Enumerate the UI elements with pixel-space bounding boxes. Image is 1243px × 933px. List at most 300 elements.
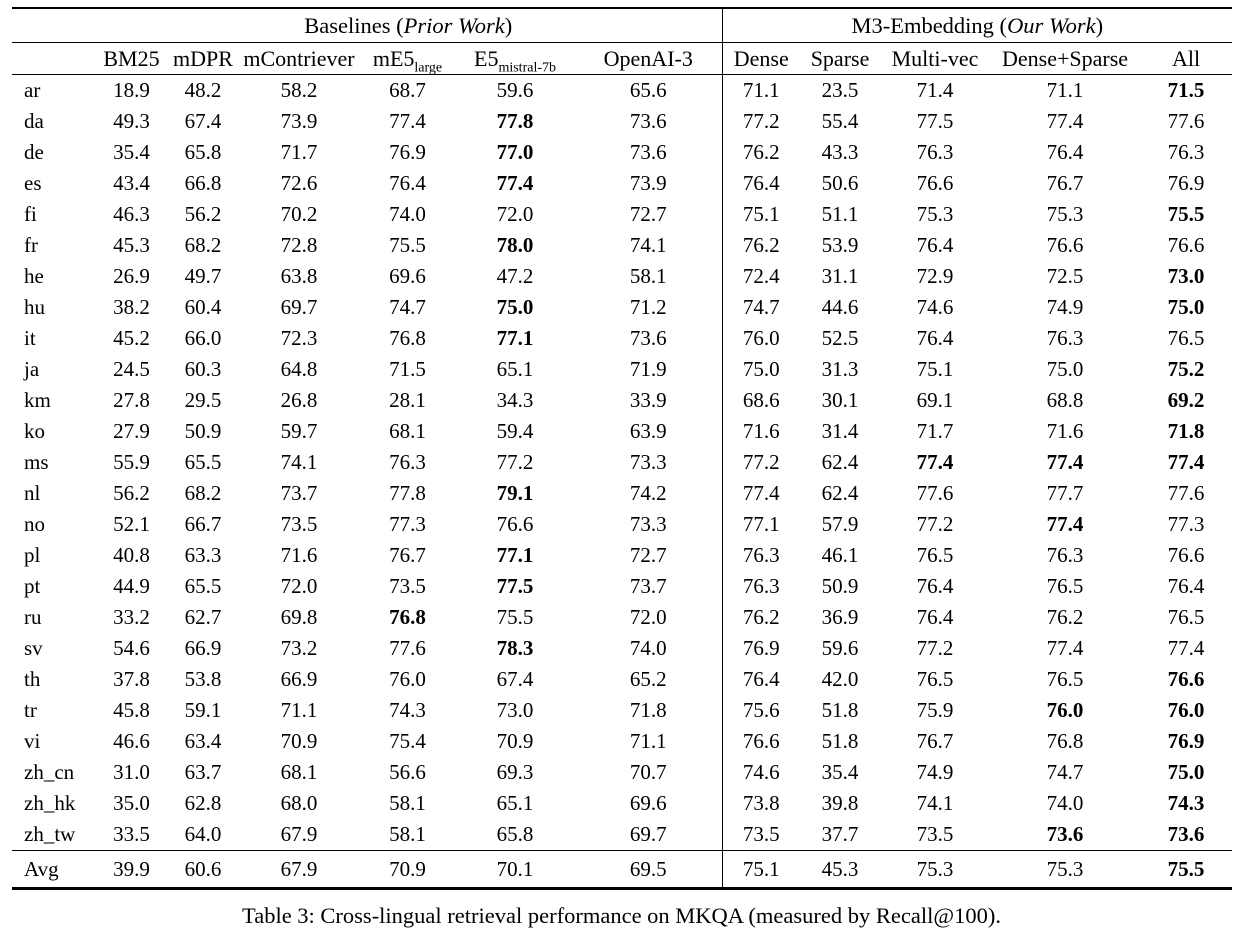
table-cell: 72.0 (496, 202, 534, 226)
table-cell: 64.0 (184, 822, 222, 846)
table-cell: 39.9 (95, 851, 168, 889)
table-row (12, 261, 1232, 292)
table-cell: 47.2 (496, 264, 534, 288)
table-cell: 76.6 (916, 171, 954, 195)
table-cell: 73.8 (722, 788, 800, 819)
table-cell: 58.1 (389, 822, 426, 846)
row-label: it (24, 326, 36, 350)
table-cell: 51.8 (821, 698, 859, 722)
table-cell: 59.7 (280, 419, 318, 443)
table-row (12, 819, 1232, 851)
table-cell: 42.0 (821, 667, 859, 691)
table-cell: 55.4 (821, 109, 859, 133)
table-cell: 58.1 (629, 264, 667, 288)
row-label: pt (24, 574, 41, 598)
table-cell: 75.5 (496, 605, 534, 629)
row-label: da (24, 109, 44, 133)
row-label: no (24, 512, 45, 536)
table-cell: 68.8 (1046, 388, 1084, 412)
table-cell: 77.6 (389, 636, 426, 660)
table-cell: 76.6 (1167, 233, 1205, 257)
table-cell: 67.9 (280, 822, 318, 846)
table-cell: 76.2 (722, 602, 800, 633)
table-cell: 73.6 (629, 326, 667, 350)
table-cell: 69.7 (629, 822, 667, 846)
table-cell: 74.7 (1046, 760, 1084, 784)
table-cell: 73.7 (280, 481, 318, 505)
column-header-label: Sparse (810, 46, 870, 71)
table-cell: 73.5 (722, 819, 800, 851)
table-cell: 75.9 (916, 698, 954, 722)
row-label: fr (24, 233, 38, 257)
table-cell: 38.2 (113, 295, 150, 319)
table-cell: 76.8 (1046, 729, 1084, 753)
table-cell: 71.1 (722, 75, 800, 107)
table-cell: 74.9 (916, 760, 954, 784)
table-cell: 24.5 (113, 357, 150, 381)
table-cell: 69.6 (389, 264, 426, 288)
table-cell: 35.0 (113, 791, 150, 815)
table-cell: 76.2 (722, 230, 800, 261)
table-cell: 74.6 (722, 757, 800, 788)
table-cell: 66.9 (280, 667, 318, 691)
table-cell: 73.0 (1167, 264, 1205, 288)
table-cell: 75.0 (496, 295, 534, 319)
table-cell: 58.2 (280, 78, 318, 102)
row-label: nl (24, 481, 41, 505)
table-cell: 73.5 (280, 512, 318, 536)
table-cell: 77.4 (1046, 512, 1084, 536)
table-cell: 37.8 (113, 667, 150, 691)
table-cell: 76.0 (1046, 698, 1084, 722)
table-cell: 76.3 (1046, 326, 1084, 350)
table-row (12, 509, 1232, 540)
table-cell: 72.7 (629, 543, 667, 567)
table-cell: 74.1 (280, 450, 318, 474)
column-header-label: mContriever (243, 46, 355, 71)
table-cell: 76.0 (389, 667, 426, 691)
table-cell: 59.6 (821, 636, 859, 660)
table-cell: 72.8 (280, 233, 318, 257)
table-cell: 35.4 (821, 760, 859, 784)
table-cell: 65.6 (629, 78, 667, 102)
table-cell: 77.4 (1046, 450, 1084, 474)
table-cell: 71.2 (629, 295, 667, 319)
table-cell: 76.4 (389, 171, 426, 195)
table-cell: 75.1 (916, 357, 954, 381)
table-cell: 70.1 (455, 851, 575, 889)
table-cell: 59.1 (184, 698, 222, 722)
table-cell: 45.2 (113, 326, 150, 350)
table-cell: 31.4 (821, 419, 859, 443)
table-cell: 31.3 (821, 357, 859, 381)
table-cell: 76.5 (1046, 574, 1084, 598)
table-cell: 33.5 (113, 822, 150, 846)
table-cell: 76.4 (916, 326, 954, 350)
column-header (455, 43, 575, 75)
table-cell: 75.3 (880, 851, 990, 889)
table-cell: 60.6 (168, 851, 238, 889)
table-cell: 76.3 (389, 450, 426, 474)
table-cell: 73.3 (629, 450, 667, 474)
table-cell: 66.9 (184, 636, 222, 660)
table-cell: 75.0 (1046, 357, 1084, 381)
table-cell: 27.8 (113, 388, 150, 412)
row-label: sv (24, 636, 43, 660)
column-header (722, 43, 800, 75)
table-cell: 76.2 (722, 137, 800, 168)
column-header-label: OpenAI-3 (603, 46, 693, 71)
table-cell: 77.2 (722, 106, 800, 137)
table-cell: 74.2 (629, 481, 667, 505)
table-cell: 68.2 (184, 481, 222, 505)
table-cell: 75.0 (1167, 760, 1205, 784)
table-cell: 73.5 (389, 574, 426, 598)
table-cell: 67.4 (496, 667, 534, 691)
table-cell: 76.4 (916, 605, 954, 629)
table-cell: 28.1 (389, 388, 426, 412)
table-cell: 76.8 (389, 605, 426, 629)
table-cell: 64.8 (280, 357, 318, 381)
corner-cell (12, 43, 95, 75)
table-cell: 74.1 (916, 791, 954, 815)
table-cell: 73.9 (629, 171, 667, 195)
table-cell: 76.4 (722, 168, 800, 199)
table-row (12, 199, 1232, 230)
table-row (12, 292, 1232, 323)
table-cell: 77.4 (1167, 636, 1205, 660)
table-cell: 66.7 (184, 512, 222, 536)
table-cell: 71.5 (1167, 78, 1205, 102)
table-cell: 77.4 (1167, 450, 1205, 474)
table-cell: 62.7 (184, 605, 222, 629)
table-cell: 69.8 (280, 605, 318, 629)
table-cell: 33.9 (629, 388, 667, 412)
table-cell: 75.0 (1167, 295, 1205, 319)
table-cell: 49.7 (184, 264, 222, 288)
table-cell: 40.8 (113, 543, 150, 567)
table-cell: 56.2 (113, 481, 150, 505)
table-cell: 76.4 (722, 664, 800, 695)
table-cell: 45.8 (113, 698, 150, 722)
table-cell: 70.2 (280, 202, 318, 226)
column-header (800, 43, 880, 75)
column-header-label: E5 (474, 46, 499, 71)
table-cell: 58.1 (389, 791, 426, 815)
table-cell: 77.2 (916, 636, 954, 660)
table-cell: 76.0 (722, 323, 800, 354)
table-cell: 50.9 (821, 574, 859, 598)
table-cell: 68.1 (389, 419, 426, 443)
table-row (12, 695, 1232, 726)
table-cell: 76.3 (722, 571, 800, 602)
table-cell: 76.6 (496, 512, 534, 536)
table-cell: 77.4 (722, 478, 800, 509)
table-cell: 59.4 (496, 419, 534, 443)
table-cell: 65.1 (496, 791, 534, 815)
table-cell: 56.2 (184, 202, 222, 226)
table-cell: 68.2 (184, 233, 222, 257)
table-cell: 76.6 (722, 726, 800, 757)
table-cell: 75.3 (916, 202, 954, 226)
table-cell: 77.8 (496, 109, 534, 133)
row-label: th (24, 667, 41, 691)
table-cell: 76.7 (1046, 171, 1084, 195)
table-cell: 74.0 (389, 202, 426, 226)
table-cell: 72.3 (280, 326, 318, 350)
row-label: ko (24, 419, 45, 443)
table-cell: 76.0 (1167, 698, 1205, 722)
table-row (12, 168, 1232, 199)
table-cell: 67.9 (238, 851, 360, 889)
table-cell: 66.0 (184, 326, 222, 350)
corner-cell (12, 8, 95, 43)
group-header-text: ) (504, 13, 513, 38)
table-cell: 45.3 (800, 851, 880, 889)
table-cell: 51.1 (821, 202, 859, 226)
table-cell: 76.9 (389, 140, 426, 164)
table-cell: 77.4 (496, 171, 534, 195)
table-cell: 63.9 (629, 419, 667, 443)
table-cell: 46.1 (821, 543, 859, 567)
table-row (12, 137, 1232, 168)
table-cell: 69.6 (629, 791, 667, 815)
table-cell: 46.6 (113, 729, 150, 753)
table-row (12, 354, 1232, 385)
table-cell: 74.3 (1167, 791, 1205, 815)
row-label: zh_hk (24, 791, 76, 815)
table-cell: 77.2 (722, 447, 800, 478)
table-cell: 68.1 (280, 760, 318, 784)
table-cell: 55.9 (113, 450, 150, 474)
table-cell: 73.3 (629, 512, 667, 536)
group-header-text: Baselines ( (304, 13, 404, 38)
table-cell: 31.0 (113, 760, 150, 784)
row-label: ms (24, 450, 49, 474)
row-label: ru (24, 605, 42, 629)
table-cell: 26.9 (113, 264, 150, 288)
column-header-label: mE5 (372, 46, 415, 71)
table-cell: 73.6 (1167, 822, 1205, 846)
row-label: fi (24, 202, 37, 226)
table-cell: 76.6 (1167, 667, 1205, 691)
table-cell: 73.2 (280, 636, 318, 660)
table-cell: 71.5 (389, 357, 426, 381)
table-cell: 76.3 (722, 540, 800, 571)
table-cell: 59.6 (496, 78, 534, 102)
column-header (168, 43, 238, 75)
table-cell: 29.5 (184, 388, 222, 412)
table-cell: 60.3 (184, 357, 222, 381)
table-cell: 71.6 (1046, 419, 1084, 443)
row-label: de (24, 140, 44, 164)
column-header-subscript: large (414, 60, 443, 76)
table-cell: 60.4 (184, 295, 222, 319)
row-label: hu (24, 295, 45, 319)
table-cell: 77.5 (916, 109, 954, 133)
table-cell: 23.5 (821, 78, 859, 102)
table-cell: 48.2 (184, 78, 222, 102)
table-row (12, 540, 1232, 571)
row-label: km (24, 388, 51, 412)
table-cell: 65.5 (184, 574, 222, 598)
table-cell: 77.4 (389, 109, 426, 133)
table-cell: 77.3 (1167, 512, 1205, 536)
table-cell: 71.1 (280, 698, 318, 722)
table-cell: 75.4 (389, 729, 426, 753)
table-cell: 76.7 (389, 543, 426, 567)
row-label: es (24, 171, 42, 195)
group-header-baselines (95, 8, 722, 43)
table-cell: 71.1 (629, 729, 667, 753)
table-row (12, 726, 1232, 757)
table-cell: 63.4 (184, 729, 222, 753)
column-header-label: Dense+Sparse (1001, 46, 1129, 71)
column-header (95, 43, 168, 75)
table-cell: 74.3 (389, 698, 426, 722)
table-cell: 75.1 (722, 199, 800, 230)
table-cell: 63.8 (280, 264, 318, 288)
column-header (880, 43, 990, 75)
row-label: pl (24, 543, 41, 567)
table-cell: 77.6 (1167, 109, 1205, 133)
table-cell: 74.1 (629, 233, 667, 257)
table-cell: 57.9 (821, 512, 859, 536)
row-label: tr (24, 698, 37, 722)
table-cell: 69.5 (575, 851, 722, 889)
table-cell: 70.9 (280, 729, 318, 753)
table-cell: 76.5 (916, 543, 954, 567)
table-cell: 53.8 (184, 667, 222, 691)
table-cell: 65.1 (496, 357, 534, 381)
table-cell: 34.3 (496, 388, 534, 412)
table-cell: 51.8 (821, 729, 859, 753)
table-cell: 69.3 (496, 760, 534, 784)
table-cell: 77.6 (1167, 481, 1205, 505)
table-cell: 35.4 (113, 140, 150, 164)
table-cell: 77.0 (496, 140, 534, 164)
table-cell: 72.9 (916, 264, 954, 288)
table-cell: 65.8 (184, 140, 222, 164)
table-cell: 77.1 (496, 543, 534, 567)
table-row (12, 633, 1232, 664)
table-cell: 77.2 (916, 512, 954, 536)
table-cell: 27.9 (113, 419, 150, 443)
table-cell: 76.2 (1046, 605, 1084, 629)
table-row (12, 571, 1232, 602)
table-cell: 76.5 (1167, 605, 1205, 629)
table-cell: 77.5 (496, 574, 534, 598)
table-cell: 54.6 (113, 636, 150, 660)
table-cell: 75.0 (722, 354, 800, 385)
table-cell: 76.4 (1046, 140, 1084, 164)
column-header (990, 43, 1140, 75)
table-cell: 76.4 (1167, 574, 1205, 598)
table-cell: 70.9 (360, 851, 455, 889)
row-label: Avg (12, 851, 95, 889)
table-caption: Table 3: Cross-lingual retrieval performance on MKQA (measured by Recall@100). (242, 903, 1001, 928)
column-header-label: mDPR (173, 46, 233, 71)
table-cell: 72.5 (1046, 264, 1084, 288)
table-cell: 73.6 (629, 109, 667, 133)
table-cell: 74.9 (1046, 295, 1084, 319)
table-cell: 75.3 (990, 851, 1140, 889)
column-header-row (12, 43, 1232, 75)
table-cell: 71.7 (280, 140, 318, 164)
table-cell: 44.6 (821, 295, 859, 319)
table-cell: 77.4 (1046, 109, 1084, 133)
row-label: ja (24, 357, 40, 381)
column-header-subscript: mistral-7b (498, 60, 556, 76)
table-cell: 69.1 (916, 388, 954, 412)
table-row (12, 788, 1232, 819)
table-cell: 76.9 (1167, 729, 1205, 753)
table-cell: 43.4 (113, 171, 150, 195)
table-cell: 68.7 (389, 78, 426, 102)
table-cell: 74.6 (916, 295, 954, 319)
table-cell: 69.7 (280, 295, 318, 319)
table-cell: 76.6 (1167, 543, 1205, 567)
table-row (12, 447, 1232, 478)
table-cell: 36.9 (821, 605, 859, 629)
table-cell: 75.6 (722, 695, 800, 726)
table-cell: 77.2 (496, 450, 534, 474)
table-cell: 73.9 (280, 109, 318, 133)
table-cell: 76.9 (1167, 171, 1205, 195)
table-cell: 52.1 (113, 512, 150, 536)
table-cell: 75.1 (722, 851, 800, 889)
table-cell: 50.6 (821, 171, 859, 195)
table-cell: 30.1 (821, 388, 859, 412)
table-cell: 65.2 (629, 667, 667, 691)
table-cell: 44.9 (113, 574, 150, 598)
table-cell: 78.0 (496, 233, 534, 257)
table-cell: 71.4 (916, 78, 954, 102)
table-cell: 76.8 (389, 326, 426, 350)
table-cell: 37.7 (821, 822, 859, 846)
table-row (12, 75, 1232, 107)
table-cell: 76.4 (916, 233, 954, 257)
table-cell: 66.8 (184, 171, 222, 195)
table-cell: 69.2 (1167, 388, 1205, 412)
table-cell: 76.5 (916, 667, 954, 691)
table-cell: 76.3 (1167, 140, 1205, 164)
table-cell: 71.7 (916, 419, 954, 443)
table-cell: 70.7 (629, 760, 667, 784)
table-cell: 31.1 (821, 264, 859, 288)
row-label: ar (24, 78, 41, 102)
table-cell: 74.7 (389, 295, 426, 319)
table-cell: 77.6 (916, 481, 954, 505)
table-cell: 18.9 (113, 78, 150, 102)
table-cell: 75.3 (1046, 202, 1084, 226)
table-cell: 70.9 (496, 729, 534, 753)
table-cell: 73.6 (1046, 822, 1084, 846)
column-header (238, 43, 360, 75)
table-row (12, 416, 1232, 447)
table-cell: 75.2 (1167, 357, 1205, 381)
table-row (12, 230, 1232, 261)
column-header-label: Multi-vec (891, 46, 979, 71)
results-table (12, 7, 1232, 890)
table-row (12, 602, 1232, 633)
table-cell: 65.8 (496, 822, 534, 846)
table-cell: 71.6 (722, 416, 800, 447)
table-cell: 46.3 (113, 202, 150, 226)
table-cell: 71.8 (629, 698, 667, 722)
table-cell: 78.3 (496, 636, 534, 660)
table-cell: 76.4 (916, 574, 954, 598)
